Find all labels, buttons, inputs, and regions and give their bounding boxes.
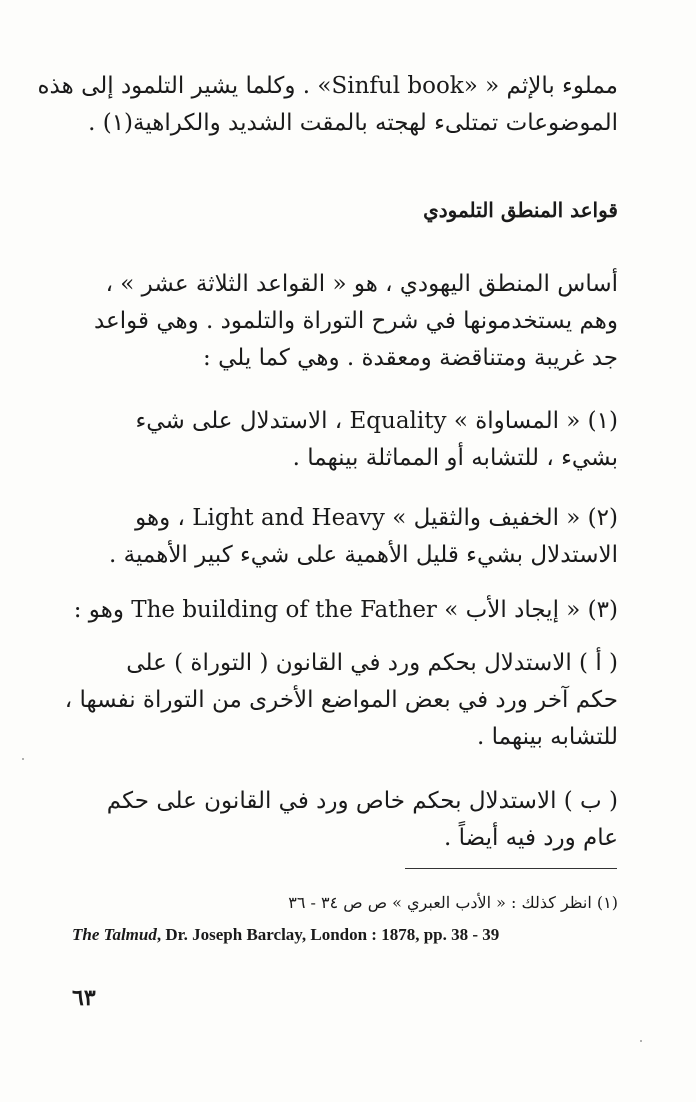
footnote-arabic: (١) انظر كذلك : « الأدب العبري » ص ص ٣٤ - ٣٦: [288, 893, 618, 912]
text-line: أساس المنطق اليهودي ، هو « القواعد الثلاثة عشر » ،: [105, 271, 618, 297]
text-line: (٢) « الخفيف والثقيل » Light and Heavy ، وهو: [135, 505, 618, 531]
text-line: ( أ ) الاستدلال بحكم ورد في القانون ( التوراة ) على: [126, 650, 618, 676]
text-line: (١) « المساواة » Equality ، الاستدلال على شيء: [135, 408, 618, 434]
rule-1: [72, 403, 618, 477]
scan-speck: [640, 1040, 642, 1042]
section-heading: قواعد المنطق التلمودي: [423, 198, 618, 222]
text-line: الموضوعات تمتلىء لهجته بالمقت الشديد والكراهية(١) .: [88, 110, 618, 136]
footnote-english: [72, 925, 499, 945]
text-line: بشيء ، للتشابه أو المماثلة بينهما .: [292, 445, 618, 471]
text-line: عام ورد فيه أيضاً .: [444, 825, 618, 851]
rule-3: [72, 592, 618, 629]
footnote-divider: [405, 868, 617, 869]
rule-2: [72, 500, 618, 574]
text-line: وهم يستخدمونها في شرح التوراة والتلمود . وهي قواعد: [93, 308, 618, 334]
footnote-book-title: The Talmud: [72, 925, 157, 944]
paragraph-intro: [37, 68, 618, 142]
footnote-citation: , Dr. Joseph Barclay, London : 1878, pp. 38 - 39: [156, 925, 500, 944]
text-line: جد غريبة ومتناقضة ومعقدة . وهي كما يلي :: [203, 345, 618, 371]
page-number: ٦٣: [72, 985, 96, 1011]
text-line: حكم آخر ورد في بعض المواضع الأخرى من التوراة نفسها ،: [64, 687, 618, 713]
rule-3-a: [64, 645, 618, 756]
text-line: (٣) « إيجاد الأب » The building of the Father وهو :: [73, 597, 618, 623]
text-line: مملوء بالإثم « «Sinful book» . وكلما يشير التلمود إلى هذه: [37, 73, 618, 99]
text-line: ( ب ) الاستدلال بحكم خاص ورد في القانون على حكم: [106, 788, 618, 814]
rule-3-b: [72, 783, 618, 857]
text-line: الاستدلال بشيء قليل الأهمية على شيء كبير الأهمية .: [109, 542, 618, 568]
paragraph-basis: [72, 266, 618, 377]
scan-speck: [22, 758, 24, 760]
text-line: للتشابه بينهما .: [477, 724, 618, 750]
